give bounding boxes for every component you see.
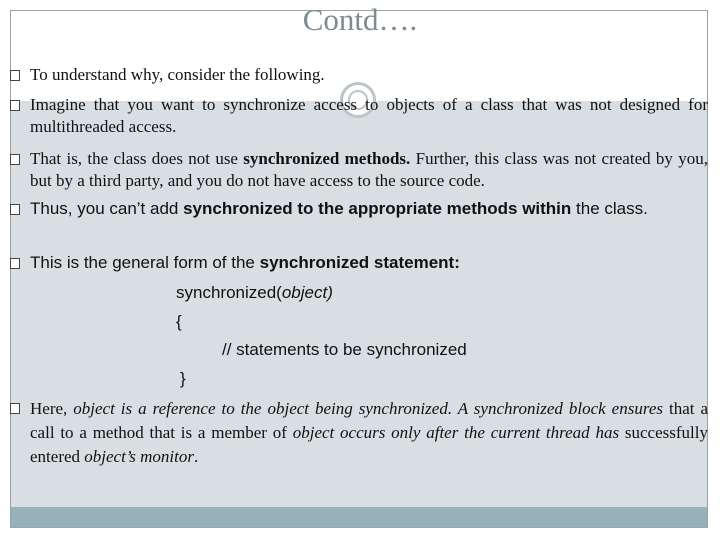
- bullet-text: the class.: [571, 199, 648, 218]
- bullet-text: That is, the class does not use: [30, 149, 244, 168]
- bold-text: synchronized methods.: [243, 149, 411, 168]
- bullet-text: Further, this class was not created by you, but by a third party, and you do not have access to the source code.: [30, 149, 708, 190]
- bullet-icon: [10, 154, 20, 165]
- bullet-text: successfully entered: [30, 423, 708, 466]
- code-line-2: {: [176, 312, 182, 331]
- bullet-item-5: [30, 252, 708, 274]
- italic-text: object’s monitor: [84, 447, 194, 466]
- bold-text: synchronized to the appropriate methods within: [183, 199, 572, 218]
- bullet-icon: [10, 100, 20, 111]
- bullet-text: Imagine that you want to synchronize access to objects of a class that was not designed for multithreaded access.: [30, 95, 708, 136]
- bullet-text: This is the general form of the: [30, 253, 260, 272]
- bullet-text: .: [194, 447, 199, 466]
- code-line-4: }: [180, 369, 186, 388]
- italic-text: object is a reference to the object being synchronized. A synchronized block ensures: [73, 399, 663, 418]
- bullet-item-6: [30, 397, 708, 469]
- bullet-text: To understand why, consider the following.: [30, 65, 325, 84]
- bullet-icon: [10, 70, 20, 81]
- bullet-item-1: [30, 64, 708, 86]
- bullet-text: Thus, you can’t add: [30, 199, 184, 218]
- bullet-item-2: [30, 94, 708, 138]
- bullet-icon: [10, 403, 20, 414]
- code-text: synchronized(: [176, 283, 282, 302]
- bullet-text: Here,: [30, 399, 74, 418]
- code-line-3: // statements to be synchronized: [222, 340, 467, 359]
- code-line-1: [176, 283, 333, 303]
- bullet-icon: [10, 204, 20, 215]
- footer-band: [11, 507, 707, 527]
- slide-title: Contd….: [302, 2, 418, 37]
- code-italic-text: object): [281, 283, 333, 302]
- bullet-item-4: [30, 198, 708, 220]
- bullet-icon: [10, 258, 20, 269]
- italic-text: object occurs only after the current thread has: [292, 423, 620, 442]
- bullet-item-3: [30, 148, 708, 192]
- bold-text: synchronized statement:: [259, 253, 460, 272]
- bullet-text: that a call to a method that is a member of: [30, 399, 708, 442]
